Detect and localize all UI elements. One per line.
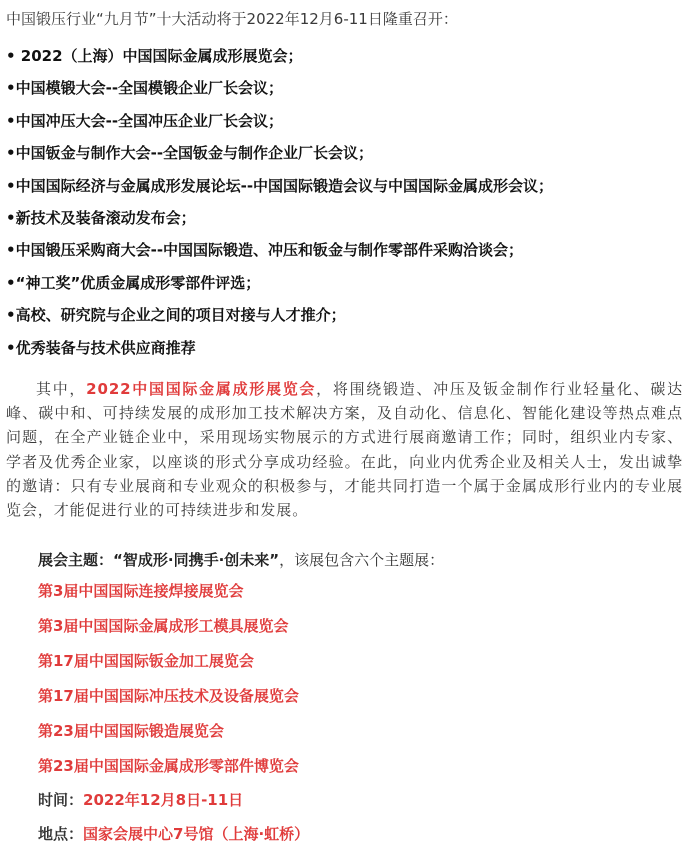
activity-item: •“神工奖”优质金属成形零部件评选； xyxy=(6,273,261,292)
exhibition-item: 第17届中国国际钣金加工展览会 xyxy=(38,652,254,670)
exhibition-list xyxy=(38,576,299,786)
time-value: 2022年12月8日-11日 xyxy=(83,791,244,809)
location-line xyxy=(38,823,309,844)
time-label: 时间： xyxy=(38,791,84,809)
activity-list xyxy=(6,40,553,364)
activity-item: •中国模锻大会--全国模锻企业厂长会议； xyxy=(6,79,284,98)
exhibition-item: 第3届中国国际金属成形工模具展览会 xyxy=(38,617,289,635)
description-paragraph xyxy=(6,377,683,522)
activity-item: • 2022（上海）中国国际金属成形展览会； xyxy=(6,47,303,65)
time-line xyxy=(38,789,243,810)
intro-text: 中国锻压行业“九月节”十大活动将于2022年12月6-11日隆重召开： xyxy=(6,10,458,28)
location-label: 地点： xyxy=(38,825,84,843)
activity-item: •中国锻压采购商大会--中国国际锻造、冲压和钣金与制作零部件采购洽谈会； xyxy=(6,241,524,260)
activity-item: •中国钣金与制作大会--全国钣金与制作企业厂长会议； xyxy=(6,144,374,163)
activity-item: •优秀装备与技术供应商推荐 xyxy=(6,338,196,357)
activity-item: •中国冲压大会--全国冲压企业厂长会议； xyxy=(6,111,284,130)
exhibition-item: 第23届中国国际金属成形零部件博览会 xyxy=(38,757,299,775)
location-value: 国家会展中心7号馆（上海·虹桥） xyxy=(83,825,310,843)
activity-item: •中国国际经济与金属成形发展论坛--中国国际锻造会议与中国国际金属成形会议； xyxy=(6,176,554,195)
theme-suffix: ，该展包含六个主题展： xyxy=(279,551,445,569)
description-prefix: 其中， xyxy=(36,380,87,398)
activity-item: •高校、研究院与企业之间的项目对接与人才推介； xyxy=(6,306,346,325)
theme-label: 展会主题： xyxy=(38,551,114,569)
exhibition-item: 第23届中国国际锻造展览会 xyxy=(38,722,224,740)
exhibition-item: 第17届中国国际冲压技术及设备展览会 xyxy=(38,687,299,705)
description-body: ，将围绕锻造、冲压及钣金制作行业轻量化、碳达峰、碳中和、可持续发展的成形加工技术解决方案，及自动化、信息化、智能化建设等热点难点问题，在全产业链企业中，采用现场实物展示的方式进行展商邀请工作；同时，组织业内专家、学者及优秀企业家，以座谈的形式分享成功经验。在此，向业内优秀企业及相关人士，发出诚挚的邀请：只有专业展商和专业观众的积极参与，才能共同打造一个属于金属成形行业内的专业展览会，才能促进行业的可持续进步和发展。 xyxy=(6,380,683,520)
activity-item: •新技术及装备滚动发布会； xyxy=(6,208,196,227)
theme-value: “智成形·同携手·创未来” xyxy=(113,551,280,569)
exhibition-item: 第3届中国国际连接焊接展览会 xyxy=(38,582,244,600)
theme-line xyxy=(38,549,444,570)
expo-name-highlight: 2022中国国际金属成形展览会 xyxy=(86,380,317,398)
